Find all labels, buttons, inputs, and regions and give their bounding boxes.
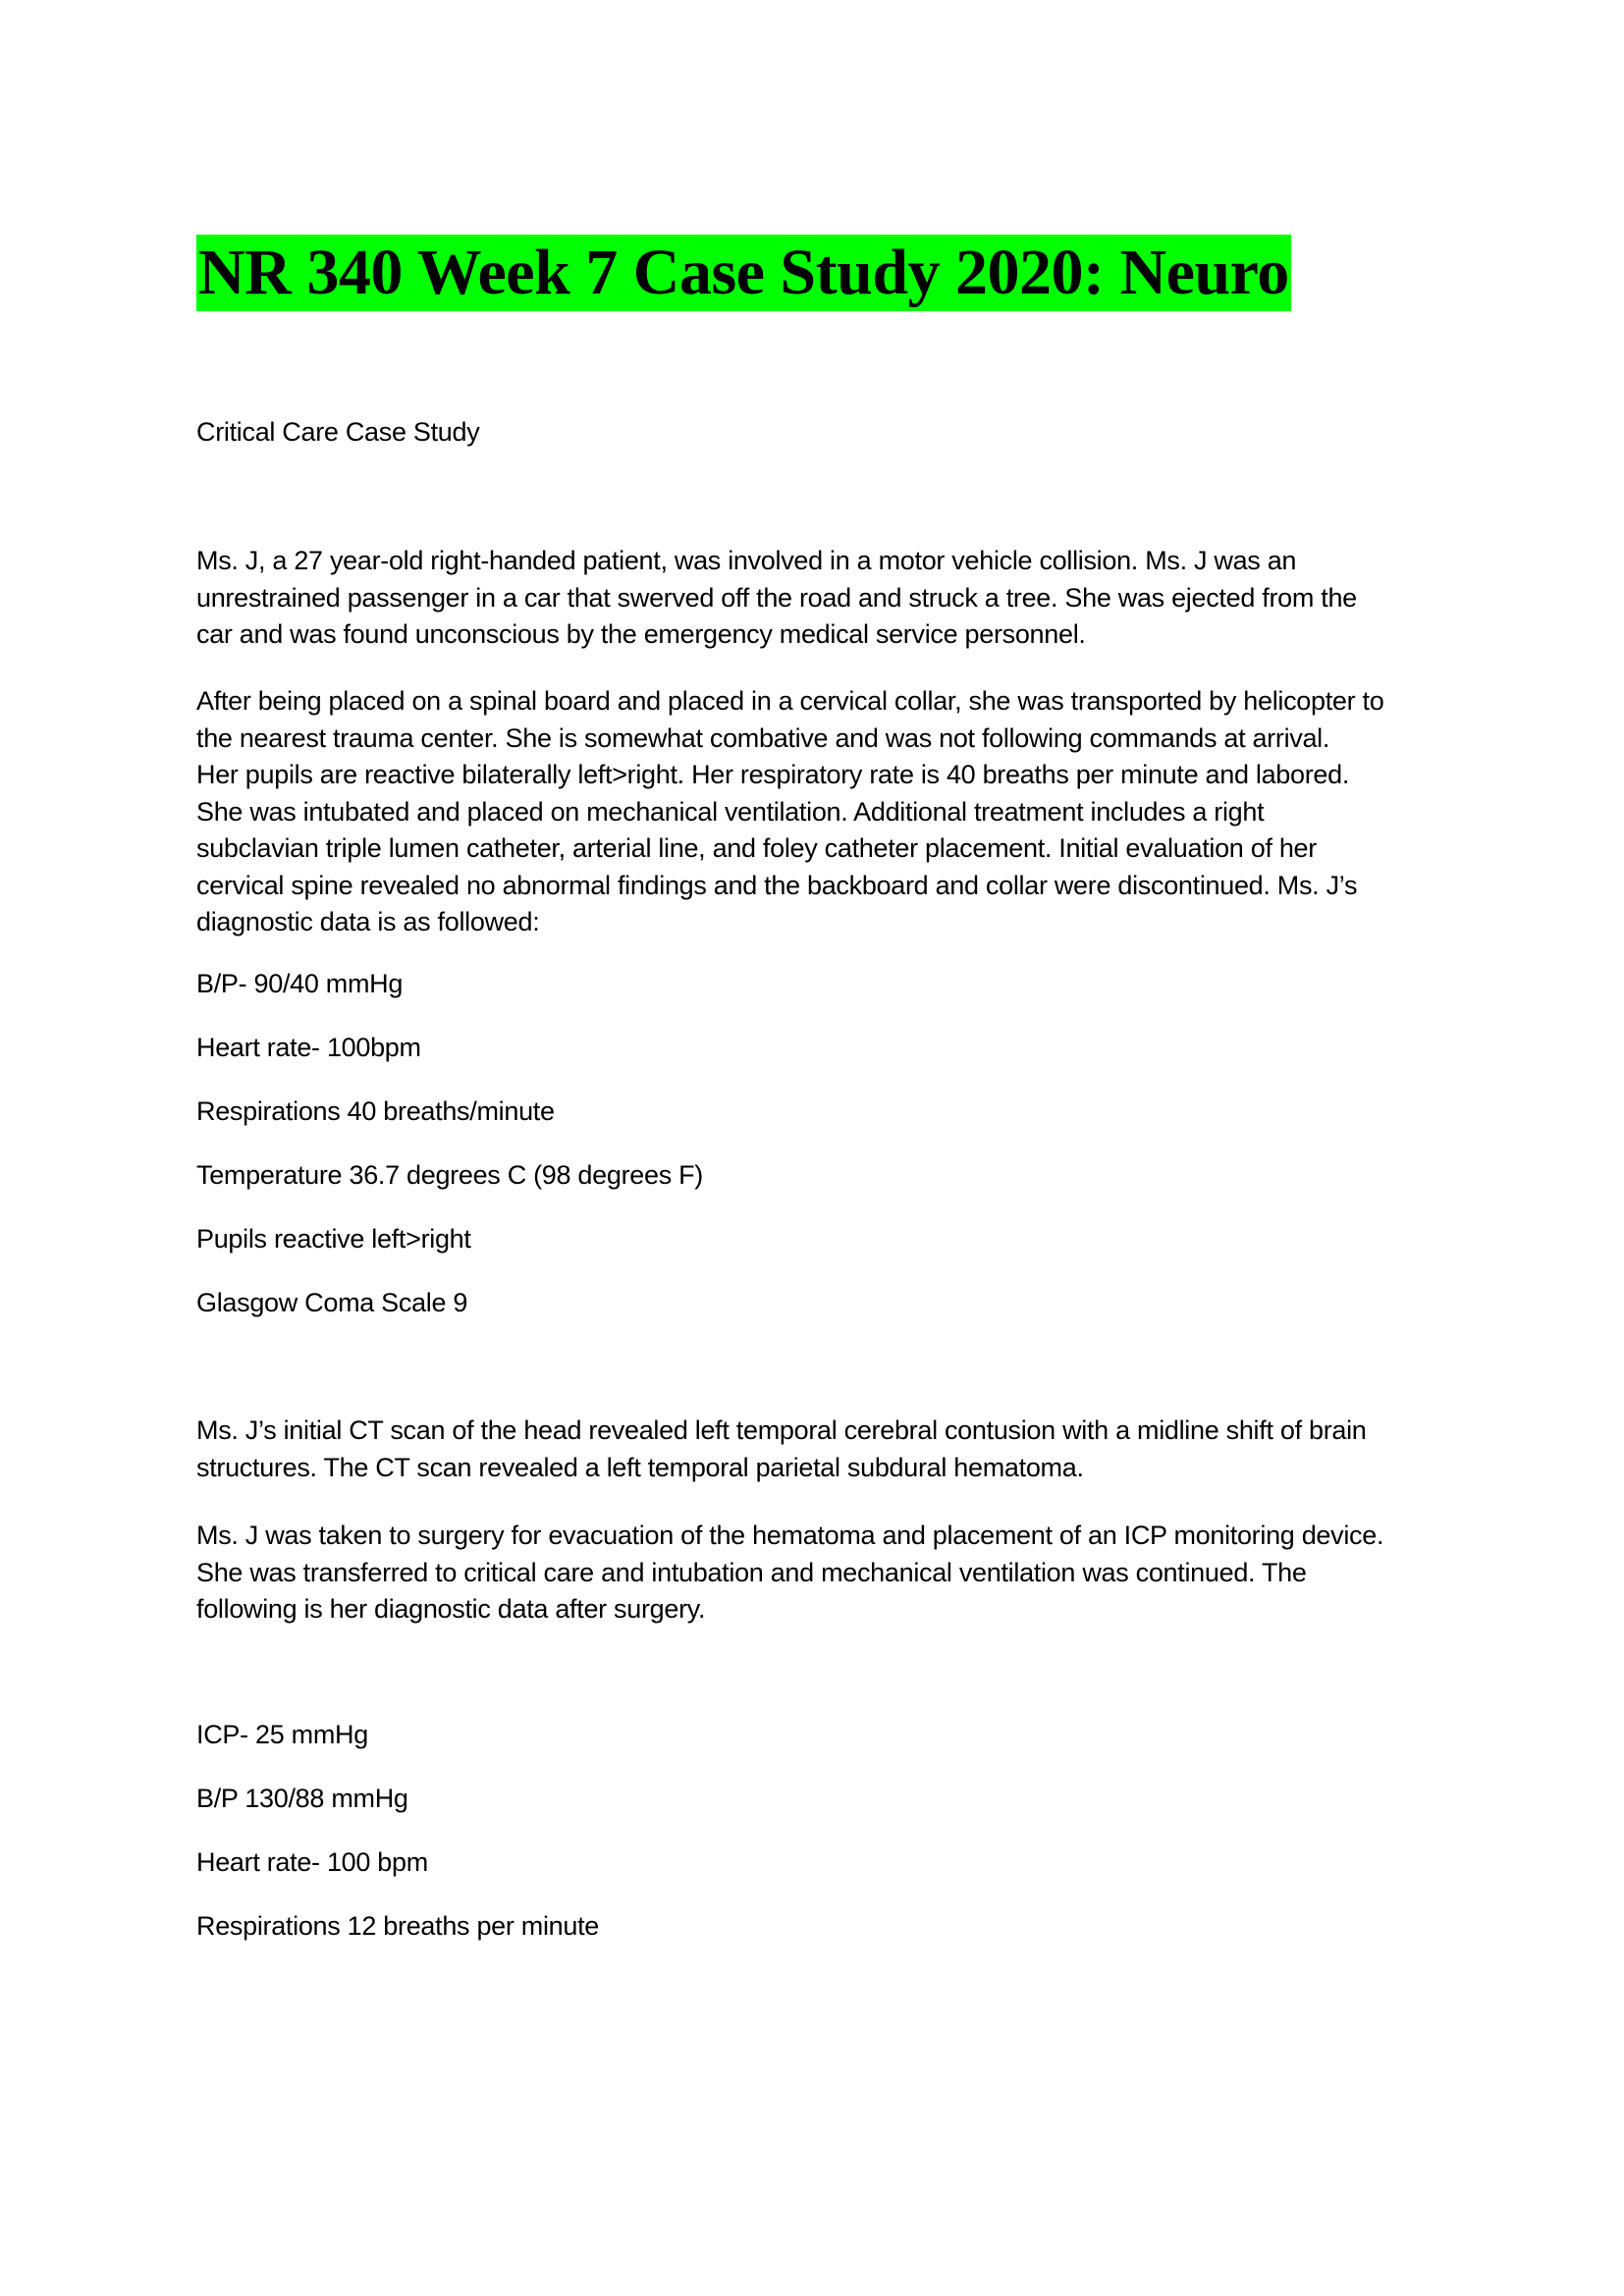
document-subtitle: Critical Care Case Study bbox=[196, 417, 480, 447]
paragraph-line: Her pupils are reactive bilaterally left>right. Her respiratory rate is 40 breaths per minute and labored. bbox=[196, 760, 1350, 789]
document-title: NR 340 Week 7 Case Study 2020: Neuro bbox=[196, 235, 1291, 311]
paragraph-line: unrestrained passenger in a car that swerved off the road and struck a tree. She was ejected from the bbox=[196, 582, 1357, 613]
paragraph-accident bbox=[196, 543, 1483, 654]
vital-item: B/P 130/88 mmHg bbox=[196, 1784, 408, 1813]
paragraph-line: structures. The CT scan revealed a left temporal parietal subdural hematoma. bbox=[196, 1452, 1084, 1482]
paragraph-transport bbox=[196, 683, 1483, 941]
paragraph-line: She was intubated and placed on mechanical ventilation. Additional treatment includes a right bbox=[196, 796, 1265, 827]
vital-item: B/P- 90/40 mmHg bbox=[196, 969, 404, 998]
vital-item: Pupils reactive left>right bbox=[196, 1224, 471, 1254]
paragraph-surgery bbox=[196, 1518, 1483, 1629]
paragraph-line: following is her diagnostic data after surgery. bbox=[196, 1594, 706, 1624]
paragraph-line: diagnostic data is as followed: bbox=[196, 907, 540, 936]
paragraph-line: She was transferred to critical care and intubation and mechanical ventilation was continued. The bbox=[196, 1557, 1307, 1587]
vital-item: ICP- 25 mmHg bbox=[196, 1720, 368, 1749]
paragraph-line: subclavian triple lumen catheter, arterial line, and foley catheter placement. Initial evaluation of her bbox=[196, 833, 1317, 863]
paragraph-line: the nearest trauma center. She is somewhat combative and was not following commands at arrival. bbox=[196, 722, 1330, 753]
title-block bbox=[196, 235, 1291, 311]
paragraph-line: car and was found unconscious by the emergency medical service personnel. bbox=[196, 619, 1086, 649]
paragraph-ct-scan bbox=[196, 1413, 1483, 1486]
vital-item: Respirations 40 breaths/minute bbox=[196, 1096, 555, 1126]
vital-item: Glasgow Coma Scale 9 bbox=[196, 1288, 468, 1317]
vital-item: Heart rate- 100bpm bbox=[196, 1033, 421, 1062]
paragraph-line: cervical spine revealed no abnormal findings and the backboard and collar were discontinued. Ms. J’s bbox=[196, 870, 1358, 900]
vital-item: Respirations 12 breaths per minute bbox=[196, 1911, 600, 1941]
vital-item: Heart rate- 100 bpm bbox=[196, 1847, 428, 1877]
paragraph-line: After being placed on a spinal board and placed in a cervical collar, she was transported by helicopter to bbox=[196, 686, 1384, 716]
paragraph-line: Ms. J, a 27 year-old right-handed patient, was involved in a motor vehicle collision. Ms. J was an bbox=[196, 546, 1297, 575]
paragraph-line: Ms. J was taken to surgery for evacuation of the hematoma and placement of an ICP monitoring device. bbox=[196, 1521, 1384, 1550]
paragraph-line: Ms. J’s initial CT scan of the head revealed left temporal cerebral contusion with a midline shift of brain bbox=[196, 1415, 1367, 1445]
vital-item: Temperature 36.7 degrees C (98 degrees F) bbox=[196, 1160, 703, 1190]
